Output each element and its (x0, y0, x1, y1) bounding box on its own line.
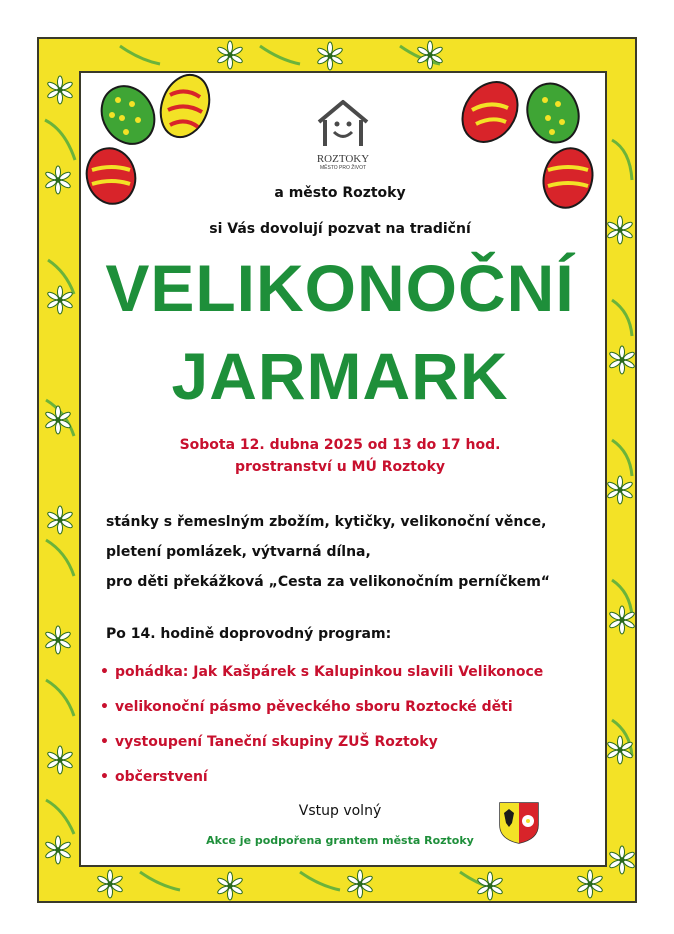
description-line: pro děti překážková „Cesta za velikonočním perníčkem“ (106, 574, 551, 590)
event-place: prostranství u MÚ Roztoky (234, 459, 446, 475)
description-line: stánky s řemeslným zbožím, kytičky, velikonoční věnce, (106, 514, 547, 530)
program-item (100, 699, 513, 715)
program-item (100, 664, 543, 680)
program-item-text: vystoupení Taneční skupiny ZUŠ Roztoky (114, 734, 438, 750)
entry-note: Vstup volný (298, 803, 382, 819)
bullet-icon: • (100, 699, 109, 715)
intro-line-1: a město Roztoky (274, 185, 406, 201)
grant-note: Akce je podpořena grantem města Roztoky (206, 834, 474, 847)
program-item (100, 769, 208, 785)
headline-line-1: VELIKONOČNÍ (105, 251, 575, 325)
program-item (100, 734, 438, 750)
bullet-icon: • (100, 664, 109, 680)
intro-line-2: si Vás dovolují pozvat na tradiční (209, 221, 471, 237)
program-item-text: velikonoční pásmo pěveckého sboru Roztocké děti (114, 699, 513, 715)
bullet-icon: • (100, 769, 109, 785)
description-line: pletení pomlázek, výtvarná dílna, (106, 544, 371, 560)
logo-tagline: MĚSTO PRO ŽIVOT (319, 165, 367, 171)
headline-line-2: JARMARK (171, 339, 509, 413)
logo-name: ROZTOKY (316, 153, 370, 165)
event-date: Sobota 12. dubna 2025 od 13 do 17 hod. (179, 437, 501, 453)
coat-of-arms-icon (498, 801, 540, 845)
house-smile-logo-icon (313, 98, 373, 150)
program-heading: Po 14. hodině doprovodný program: (106, 626, 392, 642)
bullet-icon: • (100, 734, 109, 750)
program-item-text: občerstvení (114, 769, 208, 785)
program-item-text: pohádka: Jak Kašpárek s Kalupinkou slavili Velikonoce (114, 664, 544, 680)
roztoky-logo (308, 98, 378, 171)
